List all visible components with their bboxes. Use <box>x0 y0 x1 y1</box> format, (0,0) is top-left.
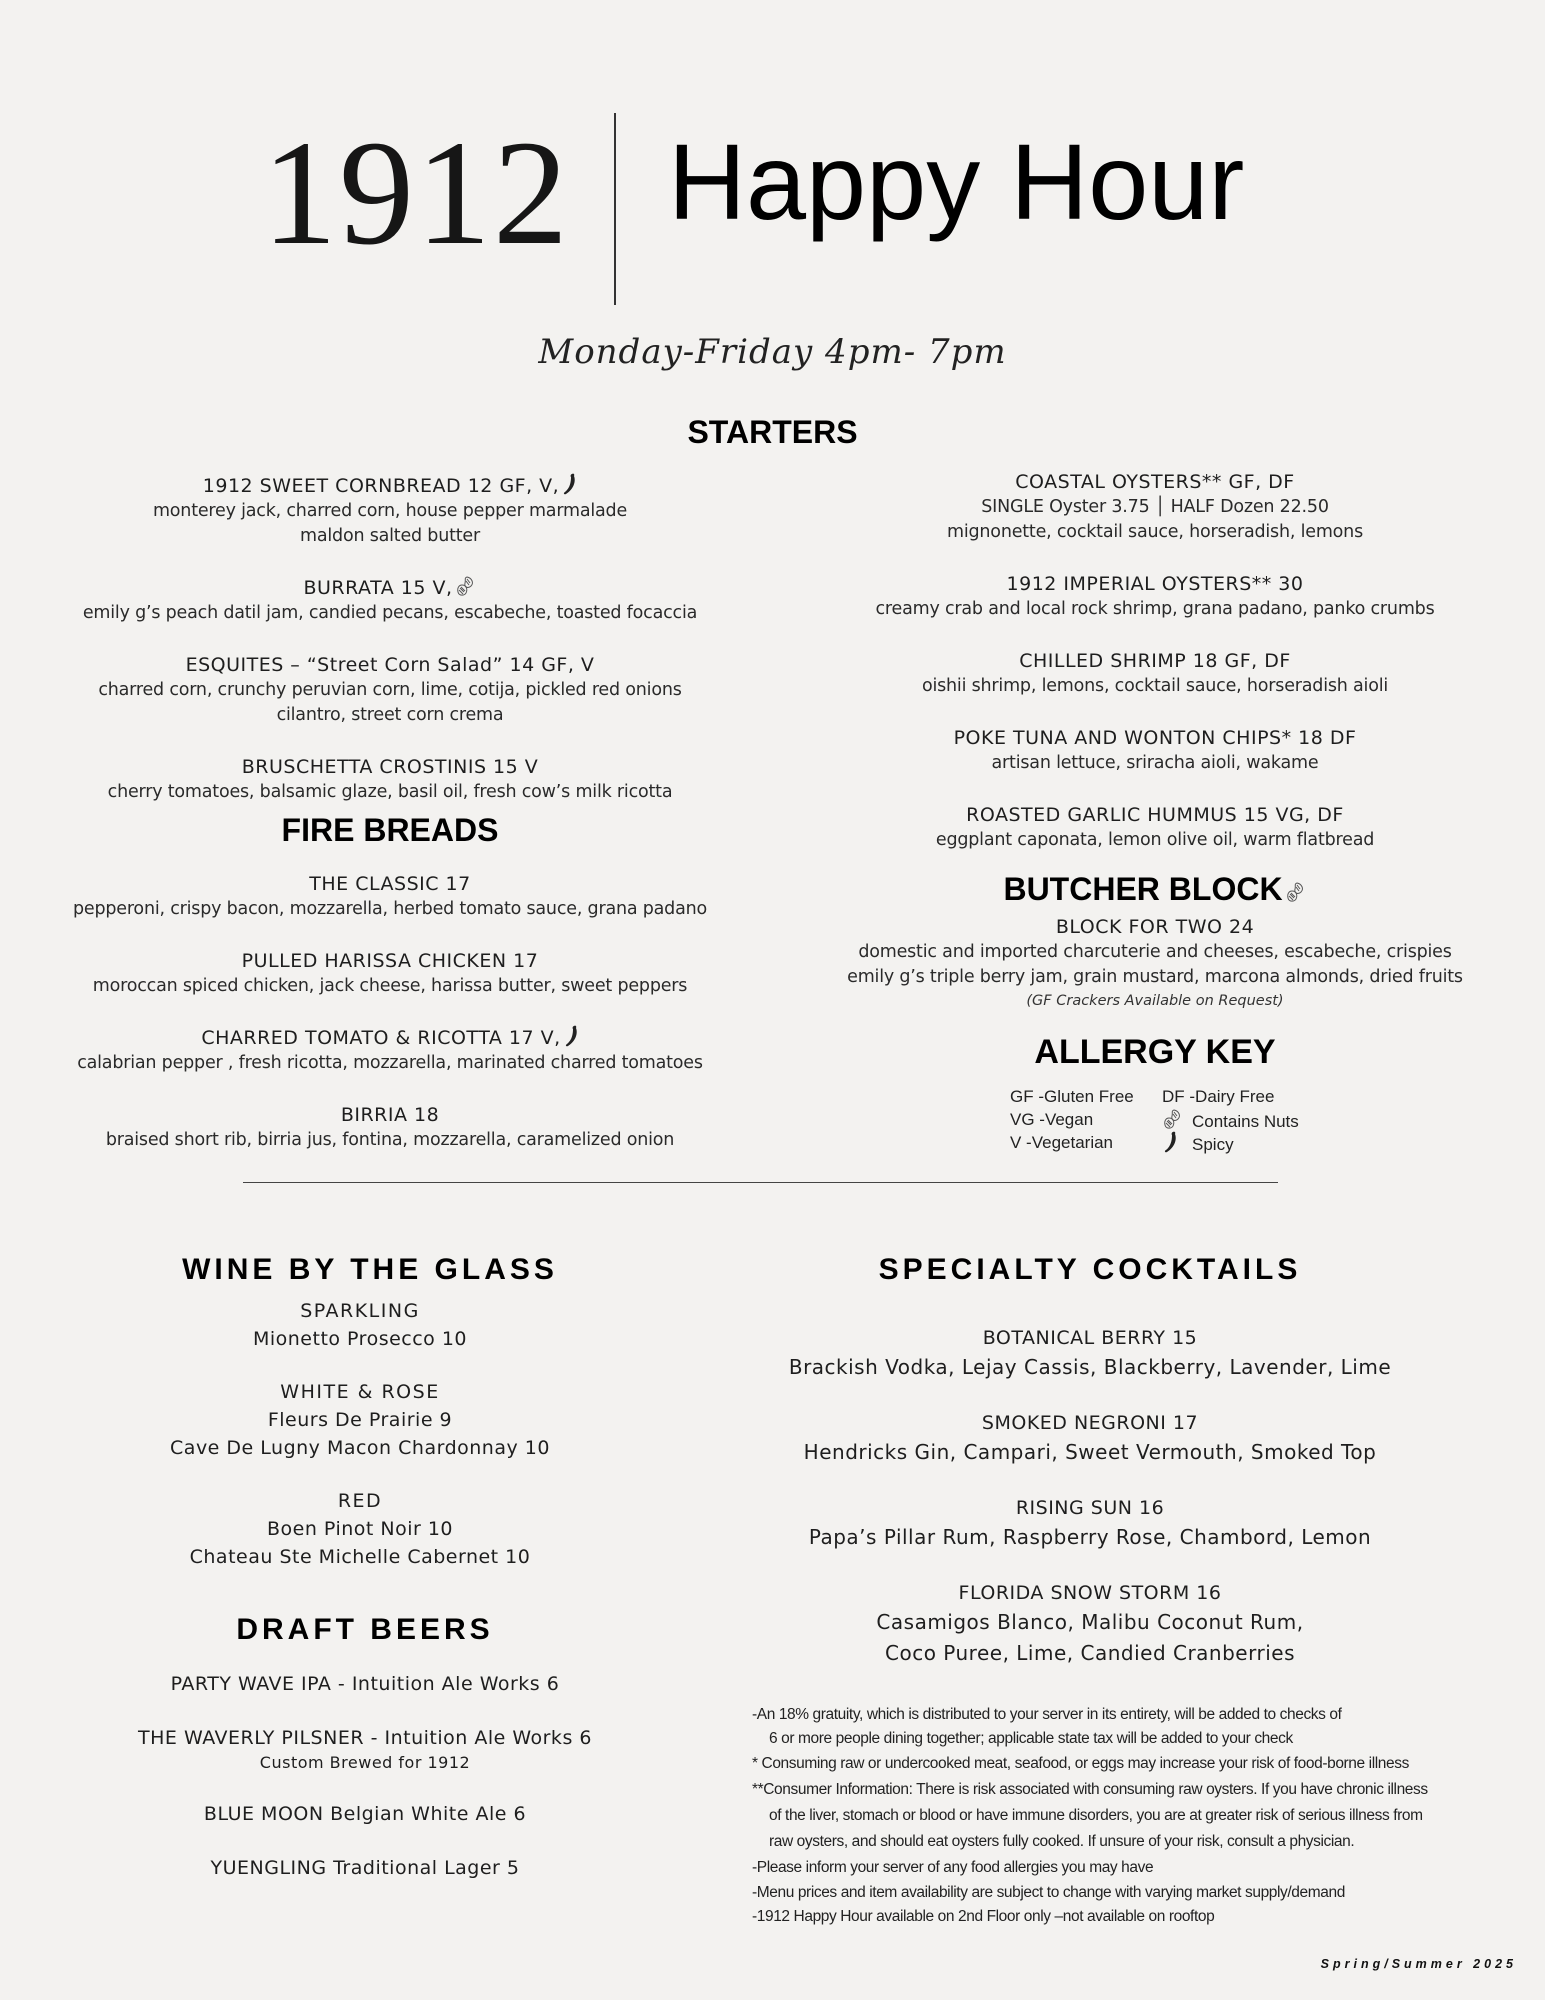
item-description: monterey jack, charred corn, house pepper marmalade <box>152 501 628 521</box>
menu-item <box>785 571 1525 622</box>
fire-breads-list <box>20 871 760 1179</box>
wine-category: WHITE & ROSE <box>280 1381 440 1403</box>
allergy-key-entry <box>1162 1108 1322 1131</box>
wine-item: Cave De Lugny Macon Chardonnay 10 <box>170 1437 550 1459</box>
allergy-key-entry: GF -Gluten Free <box>1010 1087 1134 1106</box>
cocktail-name: FLORIDA SNOW STORM 16 <box>958 1582 1222 1604</box>
section-title-starters: STARTERS <box>687 414 858 450</box>
menu-item <box>20 1102 760 1153</box>
beer-name: PARTY WAVE IPA - Intuition Ale Works 6 <box>170 1673 560 1695</box>
item-title: PULLED HARISSA CHICKEN 17 <box>241 950 539 972</box>
cocktail-name: BOTANICAL BERRY 15 <box>982 1327 1198 1349</box>
restaurant-logo: 1912 <box>262 110 570 276</box>
item-name <box>20 871 760 897</box>
wine-category: SPARKLING <box>300 1300 420 1322</box>
item-description: SINGLE Oyster 3.75 │ HALF Dozen 22.50 <box>981 497 1329 517</box>
beer-note: Custom Brewed for 1912 <box>259 1753 471 1772</box>
menu-item <box>20 1025 760 1076</box>
item-description: domestic and imported charcuterie and cheeses, escabeche, crispies <box>858 942 1452 962</box>
item-name <box>20 754 760 780</box>
season-label: Spring/Summer 2025 <box>1320 1957 1517 1971</box>
menu-item <box>785 725 1525 776</box>
disclaimer-line: -1912 Happy Hour available on 2nd Floor only –not available on rooftop <box>752 1908 1215 1925</box>
item-name <box>785 571 1525 597</box>
cocktail-item <box>740 1409 1440 1468</box>
allergy-key-right <box>1162 1085 1322 1154</box>
menu-item <box>20 948 760 999</box>
beer-item <box>20 1800 710 1828</box>
disclaimer-line: -An 18% gratuity, which is distributed to your server in its entirety, will be added to checks of <box>752 1706 1342 1723</box>
cocktail-item <box>740 1494 1440 1553</box>
section-title-wine: WINE BY THE GLASS <box>182 1253 558 1286</box>
item-name <box>20 1102 760 1128</box>
happy-hour-schedule: Monday-Friday 4pm- 7pm <box>538 332 1007 372</box>
menu-item <box>785 802 1525 853</box>
item-title: ESQUITES – “Street Corn Salad” 14 GF, V <box>185 654 595 676</box>
cocktail-ingredients: Coco Puree, Lime, Candied Cranberries <box>885 1641 1295 1665</box>
item-description: eggplant caponata, lemon olive oil, warm flatbread <box>935 830 1375 850</box>
section-title-cocktails: SPECIALTY COCKTAILS <box>878 1253 1302 1286</box>
item-title: 1912 IMPERIAL OYSTERS** 30 <box>1006 573 1304 595</box>
item-title: COASTAL OYSTERS** GF, DF <box>1015 471 1295 493</box>
section-title-allergy-key: ALLERGY KEY <box>1034 1033 1276 1071</box>
item-name: BLOCK FOR TWO 24 <box>1055 916 1255 938</box>
page-title: Happy Hour <box>668 121 1245 242</box>
cocktail-list <box>740 1324 1440 1695</box>
item-title: BURRATA 15 V, <box>303 577 453 599</box>
disclaimer-line: -Menu prices and item availability are subject to change with varying market supply/demand <box>752 1884 1345 1901</box>
item-name <box>785 648 1525 674</box>
contains-nuts-icon <box>1285 874 1307 896</box>
item-description: moroccan spiced chicken, jack cheese, harissa butter, sweet peppers <box>92 976 688 996</box>
disclaimers <box>752 1703 1532 1929</box>
section-title-fire-breads: FIRE BREADS <box>281 812 499 848</box>
spicy-pepper-icon <box>1164 1131 1178 1153</box>
allergy-key-left <box>1010 1085 1150 1154</box>
item-title: CHILLED SHRIMP 18 GF, DF <box>1019 650 1291 672</box>
item-description: oishii shrimp, lemons, cocktail sauce, horseradish aioli <box>921 676 1389 696</box>
contains-nuts-icon <box>1162 1108 1184 1130</box>
allergy-key-entry <box>1162 1085 1322 1108</box>
section-title-draft-beers: DRAFT BEERS <box>236 1613 494 1646</box>
allergy-key-entry <box>1162 1131 1322 1154</box>
item-description: emily g’s triple berry jam, grain mustard, marcona almonds, dried fruits <box>847 967 1463 987</box>
wine-item: Mionetto Prosecco 10 <box>252 1328 468 1350</box>
item-description: braised short rib, birria jus, fontina, mozzarella, caramelized onion <box>105 1130 675 1150</box>
item-name <box>20 1025 760 1051</box>
beer-name: YUENGLING Traditional Lager 5 <box>210 1857 520 1879</box>
item-description: charred corn, crunchy peruvian corn, lime, cotija, pickled red onions <box>98 680 682 700</box>
menu-item <box>785 469 1525 545</box>
item-title: THE CLASSIC 17 <box>309 873 471 895</box>
disclaimer-line: **Consumer Information: There is risk associated with consuming raw oysters. If you have chronic illness <box>752 1781 1428 1798</box>
disclaimer-line: of the liver, stomach or blood or have immune disorders, you are at greater risk of serious illness from <box>769 1807 1423 1824</box>
cocktail-name: SMOKED NEGRONI 17 <box>981 1412 1199 1434</box>
allergy-key-label: Contains Nuts <box>1192 1112 1299 1131</box>
wine-item: Fleurs De Prairie 9 <box>267 1409 453 1431</box>
item-description: pepperoni, crispy bacon, mozzarella, herbed tomato sauce, grana padano <box>72 899 708 919</box>
item-title: POKE TUNA AND WONTON CHIPS* 18 DF <box>953 727 1357 749</box>
starters-right-column <box>785 469 1525 879</box>
cocktail-item <box>740 1579 1440 1669</box>
item-title: CHARRED TOMATO & RICOTTA 17 V, <box>201 1027 561 1049</box>
menu-item <box>20 473 760 549</box>
item-description: creamy crab and local rock shrimp, grana padano, panko crumbs <box>875 599 1435 619</box>
cocktail-ingredients: Casamigos Blanco, Malibu Coconut Rum, <box>876 1610 1304 1634</box>
allergy-key-label: Spicy <box>1192 1135 1234 1154</box>
allergy-key-entry: V -Vegetarian <box>1010 1133 1114 1152</box>
item-name <box>20 575 760 601</box>
cocktail-ingredients: Brackish Vodka, Lejay Cassis, Blackberry, Lavender, Lime <box>788 1355 1392 1379</box>
beer-name: BLUE MOON Belgian White Ale 6 <box>203 1803 527 1825</box>
allergy-key-entry: VG -Vegan <box>1010 1110 1094 1129</box>
menu-item <box>20 871 760 922</box>
menu-item <box>785 648 1525 699</box>
disclaimer-line: 6 or more people dining together; applicable state tax will be added to your check <box>769 1730 1293 1747</box>
item-title: 1912 SWEET CORNBREAD 12 GF, V, <box>202 475 560 497</box>
item-name <box>20 473 760 499</box>
spicy-pepper-icon <box>563 473 577 495</box>
disclaimer-line: raw oysters, and should eat oysters fully cooked. If unsure of your risk, consult a physician. <box>769 1833 1355 1850</box>
item-description: maldon salted butter <box>300 526 480 546</box>
menu-item <box>20 754 760 805</box>
wine-item: Chateau Ste Michelle Cabernet 10 <box>189 1546 531 1568</box>
disclaimer-line: * Consuming raw or undercooked meat, seafood, or eggs may increase your risk of food-borne illness <box>752 1755 1409 1772</box>
item-title: BIRRIA 18 <box>340 1104 440 1126</box>
item-name <box>785 802 1525 828</box>
butcher-block-item <box>785 914 1525 1012</box>
wine-group <box>20 1297 700 1353</box>
butcher-block-title: BUTCHER BLOCK <box>1003 871 1283 907</box>
beer-item <box>20 1670 710 1698</box>
allergy-key-label: DF -Dairy Free <box>1162 1087 1275 1106</box>
cocktail-item <box>740 1324 1440 1383</box>
spicy-pepper-icon <box>565 1025 579 1047</box>
contains-nuts-icon <box>455 575 477 597</box>
wine-item: Boen Pinot Noir 10 <box>266 1518 454 1540</box>
disclaimer-line: -Please inform your server of any food allergies you may have <box>752 1859 1154 1876</box>
item-name <box>20 948 760 974</box>
wine-category: RED <box>337 1490 383 1512</box>
cocktail-ingredients: Papa’s Pillar Rum, Raspberry Rose, Chambord, Lemon <box>808 1525 1372 1549</box>
beer-item <box>20 1724 710 1774</box>
header-divider <box>614 113 616 305</box>
item-name <box>785 725 1525 751</box>
item-description: cherry tomatoes, balsamic glaze, basil oil, fresh cow’s milk ricotta <box>107 782 673 802</box>
beer-name: THE WAVERLY PILSNER - Intuition Ale Works 6 <box>138 1727 592 1749</box>
item-title: BRUSCHETTA CROSTINIS 15 V <box>241 756 539 778</box>
item-description: emily g’s peach datil jam, candied pecans, escabeche, toasted focaccia <box>82 603 698 623</box>
section-title-butcher-block <box>785 871 1525 908</box>
wine-list <box>20 1297 700 1596</box>
menu-item <box>20 575 760 626</box>
wine-group <box>20 1378 700 1462</box>
menu-item <box>20 652 760 728</box>
item-description: mignonette, cocktail sauce, horseradish, lemons <box>947 522 1363 542</box>
item-name <box>20 652 760 678</box>
beer-item <box>20 1854 710 1882</box>
section-divider <box>243 1182 1278 1183</box>
beer-list <box>20 1670 710 1908</box>
cocktail-ingredients: Hendricks Gin, Campari, Sweet Vermouth, Smoked Top <box>803 1440 1377 1464</box>
starters-left-column <box>20 473 760 831</box>
item-title: ROASTED GARLIC HUMMUS 15 VG, DF <box>966 804 1344 826</box>
wine-group <box>20 1487 700 1571</box>
item-description: cilantro, street corn crema <box>276 705 504 725</box>
cocktail-name: RISING SUN 16 <box>1015 1497 1165 1519</box>
item-name <box>785 469 1525 495</box>
item-description: artisan lettuce, sriracha aioli, wakame <box>991 753 1319 773</box>
item-note: (GF Crackers Available on Request) <box>1026 993 1284 1009</box>
item-description: calabrian pepper , fresh ricotta, mozzarella, marinated charred tomatoes <box>77 1053 703 1073</box>
